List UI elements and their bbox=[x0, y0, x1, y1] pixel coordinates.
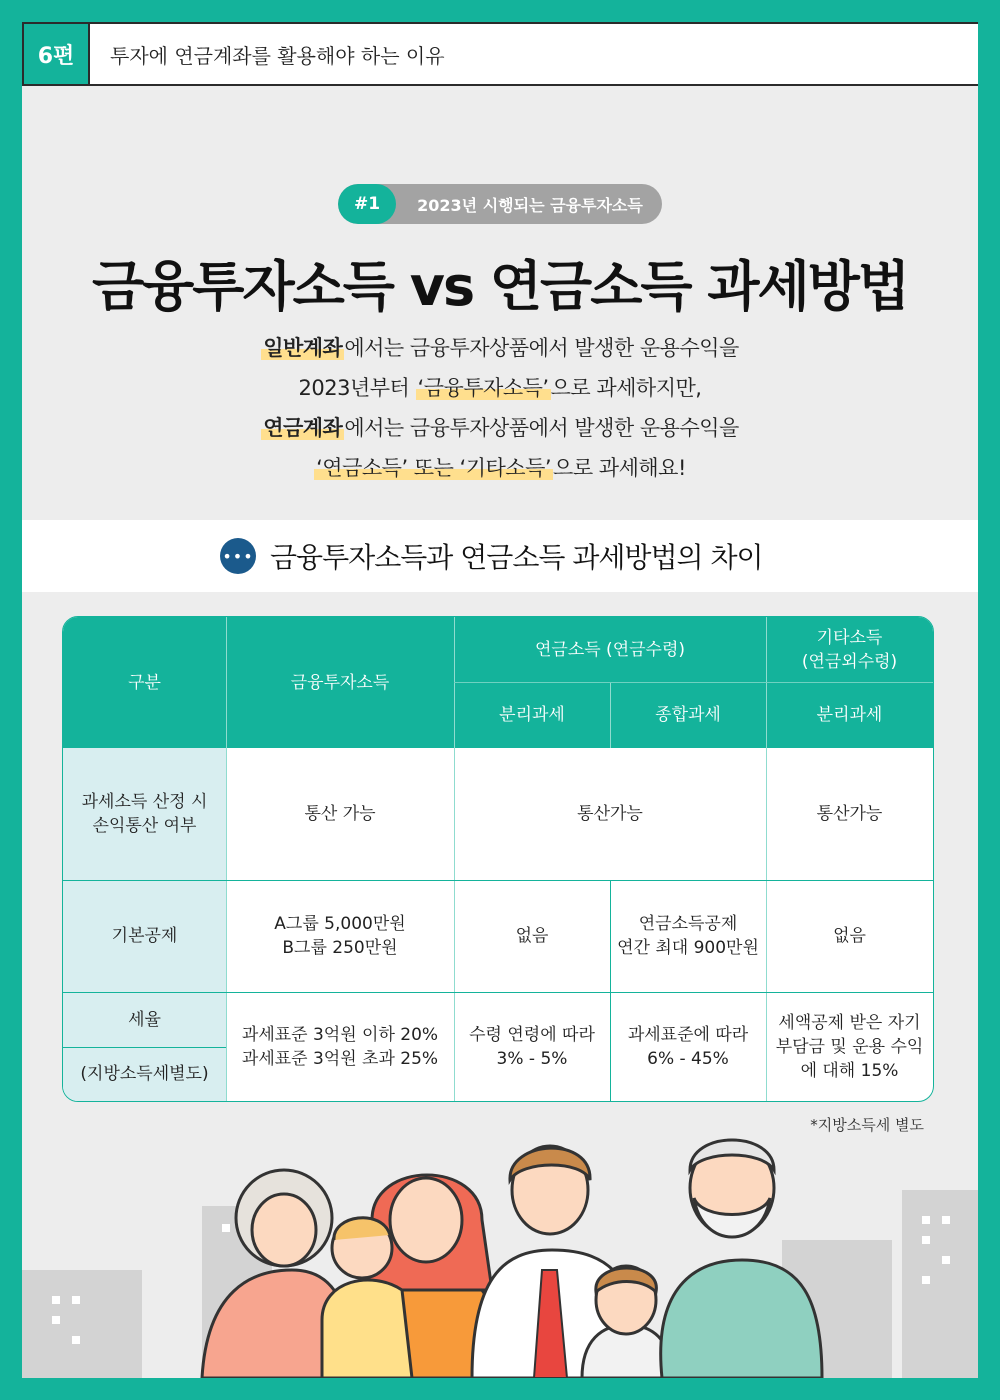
grid-line bbox=[610, 880, 611, 1101]
grid-line bbox=[454, 617, 455, 1101]
grid-line bbox=[63, 992, 933, 993]
topic-pill bbox=[338, 184, 662, 224]
th-separate-tax: 분리과세 bbox=[454, 682, 610, 748]
th-other-separate-tax: 분리과세 bbox=[766, 682, 933, 748]
th-category: 구분 bbox=[63, 617, 226, 748]
th-pension-income: 연금소득 (연금수령) bbox=[454, 617, 766, 682]
row-label-deduction: 기본공제 bbox=[63, 880, 226, 992]
intro-line-1: 일반계좌에서는 금융투자상품에서 발생한 운용수익을 bbox=[263, 336, 739, 360]
highlight-pension-other: ‘연금소득’ 또는 ‘기타소득’ bbox=[316, 456, 552, 480]
cell-separate-deduction: 없음 bbox=[515, 926, 549, 946]
intro-text bbox=[22, 328, 978, 488]
intro-line-2: 2023년부터 ‘금융투자소득’으로 과세하지만, bbox=[298, 376, 702, 400]
topic-number: #1 bbox=[338, 184, 396, 224]
cell-comprehensive-deduction: 연금소득공제 연간 최대 900만원 bbox=[617, 914, 759, 958]
section-title: 금융투자소득과 연금소득 과세방법의 차이 bbox=[270, 541, 763, 574]
page-content bbox=[22, 22, 978, 1378]
row-label-tax-rate: 세율 bbox=[63, 992, 226, 1047]
main-title: 금융투자소득 vs 연금소득 과세방법 bbox=[91, 255, 909, 318]
th-finance-income: 금융투자소득 bbox=[226, 617, 454, 748]
row-label-loss-offset: 과세소득 산정 시 손익통산 여부 bbox=[63, 748, 226, 880]
grid-line bbox=[63, 1047, 226, 1048]
footnote: *지방소득세 별도 bbox=[810, 1116, 924, 1134]
cell-other-rate: 세액공제 받은 자기 부담금 및 운용 수익 에 대해 15% bbox=[775, 1012, 924, 1081]
highlight-finance-income: ‘금융투자소득’ bbox=[417, 376, 549, 400]
cell-other-deduction: 없음 bbox=[833, 926, 866, 946]
series-title: 투자에 연금계좌를 활용해야 하는 이유 bbox=[110, 43, 445, 68]
episode-badge: 6편 bbox=[24, 24, 90, 84]
highlight-general-account: 일반계좌 bbox=[263, 336, 343, 360]
cell-finance-deduction: A그룹 5,000만원 B그룹 250만원 bbox=[274, 914, 406, 958]
row-label-tax-rate-note: (지방소득세별도) bbox=[63, 1047, 226, 1101]
cell-finance-offset: 통산 가능 bbox=[304, 804, 376, 824]
grid-line bbox=[63, 880, 933, 881]
cell-other-offset: 통산가능 bbox=[816, 804, 883, 824]
grid-line bbox=[226, 617, 227, 1101]
th-comprehensive-tax: 종합과세 bbox=[610, 682, 766, 748]
th-other-income: 기타소득 (연금외수령) bbox=[766, 617, 933, 682]
cell-comprehensive-rate: 과세표준에 따라 6% - 45% bbox=[627, 1024, 749, 1069]
speech-bubble-icon: ••• bbox=[220, 538, 256, 574]
intro-line-3: 연금계좌에서는 금융투자상품에서 발생한 운용수익을 bbox=[263, 416, 739, 440]
intro-line-4: ‘연금소득’ 또는 ‘기타소득’으로 과세해요! bbox=[316, 456, 686, 480]
highlight-pension-account: 연금계좌 bbox=[263, 416, 343, 440]
cell-finance-rate: 과세표준 3억원 이하 20% 과세표준 3억원 초과 25% bbox=[241, 1024, 439, 1069]
comparison-table bbox=[62, 616, 934, 1102]
grid-line bbox=[766, 617, 767, 1101]
family-illustration bbox=[22, 1120, 978, 1378]
cell-separate-rate: 수령 연령에 따라 3% - 5% bbox=[469, 1024, 595, 1069]
grid-line bbox=[610, 682, 611, 748]
cell-pension-offset: 통산가능 bbox=[577, 804, 643, 824]
grid-line bbox=[454, 682, 933, 683]
topic-text: 2023년 시행되는 금융투자소득 bbox=[417, 195, 643, 215]
section-header bbox=[22, 520, 978, 592]
header-bar bbox=[22, 22, 978, 86]
